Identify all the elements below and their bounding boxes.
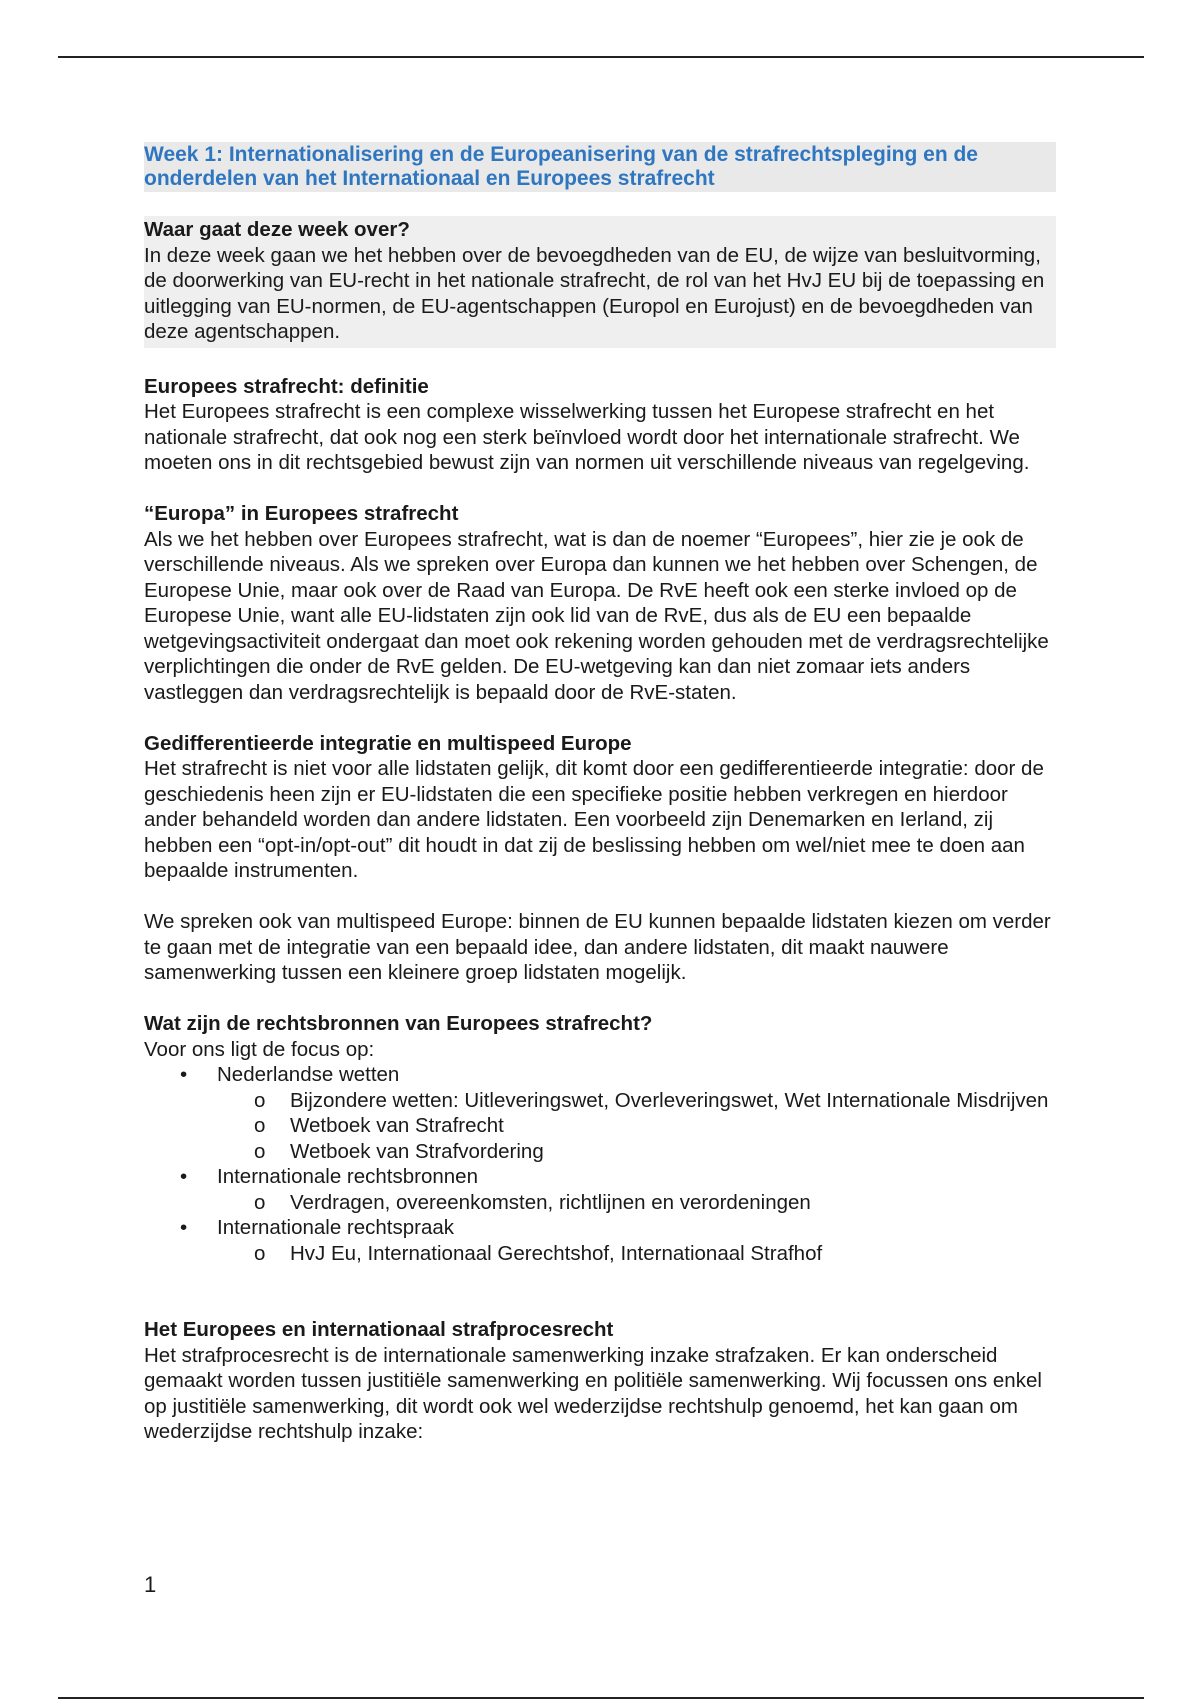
sub-list-item: o Bijzondere wetten: Uitleveringswet, Overleveringswet, Wet Internationale Misdrijven [217,1088,1056,1114]
section-text: Het strafrecht is niet voor alle lidstaten gelijk, dit komt door een gedifferentieerde integratie: door de geschiedenis heen zijn er EU-lidstaten die een specifieke positie hebben verkregen en hierdoor ander behandeld worden dan andere lidstaten. Een voorbeeld zijn Denemarken en Ierland, zij hebben een “opt-in/opt-out” dit houdt in dat zij de beslissing hebben om wel/niet mee te doen aan bepaalde instrumenten. [144,757,1044,882]
list-item-label: Internationale rechtsbronnen [217,1165,478,1188]
list-item-label: Internationale rechtspraak [217,1216,455,1239]
list-item [144,1215,1056,1266]
section-heading: Gedifferentieerde integratie en multispeed Europe [144,731,632,755]
list-item [144,1164,1056,1215]
section-text: Het Europees strafrecht is een complexe wisselwerking tussen het Europese strafrecht en het nationale strafrecht, dat ook nog een sterk beïnvloed wordt door het internationale strafrecht. We moeten ons in dit rechtsgebied bewust zijn van normen uit verschillende niveaus van regelgeving. [144,400,1030,474]
sub-list [217,1088,1056,1165]
section-procedure [144,1317,1056,1445]
intro-text: In deze week gaan we het hebben over de bevoegdheden van de EU, de wijze van besluitvorming, de doorwerking van EU-recht in het nationale strafrecht, de rol van het HvJ EU bij de toepassing en uitlegging van EU-normen, de EU-agentschappen (Europol en Eurojust) en de bevoegdheden van deze agentschappen. [144,243,1045,343]
sub-list-item: o Verdragen, overeenkomsten, richtlijnen en verordeningen [217,1190,1056,1216]
procedure-text: Het strafprocesrecht is de internationale samenwerking inzake strafzaken. Er kan onderscheid gemaakt worden tussen justitiële samenwerking en politiële samenwerking. Wij focussen ons enkel op justitiële samenwerking, dit wordt ook wel wederzijdse rechtshulp genoemd, het kan gaan om wederzijdse rechtshulp inzake: [144,1343,1042,1443]
section-text: Als we het hebben over Europees strafrecht, wat is dan de noemer “Europees”, hier zie je ook de verschillende niveaus. Als we spreken over Europa dan kunnen we het hebben over Schengen, de Europese Unie, maar ook over de Raad van Europa. De RvE heeft ook een sterke invloed op de Europese Unie, want alle EU-lidstaten zijn ook lid van de RvE, dus als de EU een bepaalde wetgevingsactiviteit ondergaat dan moet ook rekening worden gehouden met de verdragsrechtelijke verplichtingen die onder de RvE gelden. De EU-wetgeving kan dan niet zomaar iets anders vastleggen dan verdragsrechtelijk is bepaald door de RvE-staten. [144,527,1049,704]
sub-list [217,1241,1056,1267]
header-rule [58,56,1144,58]
multispeed-text: We spreken ook van multispeed Europe: binnen de EU kunnen bepaalde lidstaten kiezen om verder te gaan met de integratie van een bepaald idee, dan andere lidstaten, dit maakt nauwere samenwerking tussen een kleinere groep lidstaten mogelijk. [144,910,1051,984]
list-item-label: Nederlandse wetten [217,1063,400,1086]
section-europa [144,501,1056,705]
section-sources [144,1011,1056,1266]
sub-list-item: o Wetboek van Strafrecht [217,1113,1056,1139]
page-title: Week 1: Internationalisering en de Europeanisering van de strafrechtspleging en de onderdelen van het Internationaal en Europees strafrecht [144,142,1056,192]
section-heading: Europees strafrecht: definitie [144,374,429,398]
page-number: 1 [144,1572,157,1597]
sources-lead: Voor ons ligt de focus op: [144,1037,375,1061]
sources-list [144,1062,1056,1266]
procedure-heading: Het Europees en internationaal strafprocesrecht [144,1318,614,1341]
intro-heading: Waar gaat deze week over? [144,218,410,241]
document-body [144,142,1056,1445]
section-definition [144,374,1056,476]
section-heading: “Europa” in Europees strafrecht [144,502,459,525]
sub-list-item: o HvJ Eu, Internationaal Gerechtshof, Internationaal Strafhof [217,1241,1056,1267]
sources-heading: Wat zijn de rechtsbronnen van Europees strafrecht? [144,1012,653,1035]
intro-block [144,216,1056,348]
list-item [144,1062,1056,1164]
sub-list [217,1190,1056,1216]
section-integration [144,731,1056,884]
sub-list-item: o Wetboek van Strafvordering [217,1139,1056,1165]
footer-rule [58,1697,1144,1699]
